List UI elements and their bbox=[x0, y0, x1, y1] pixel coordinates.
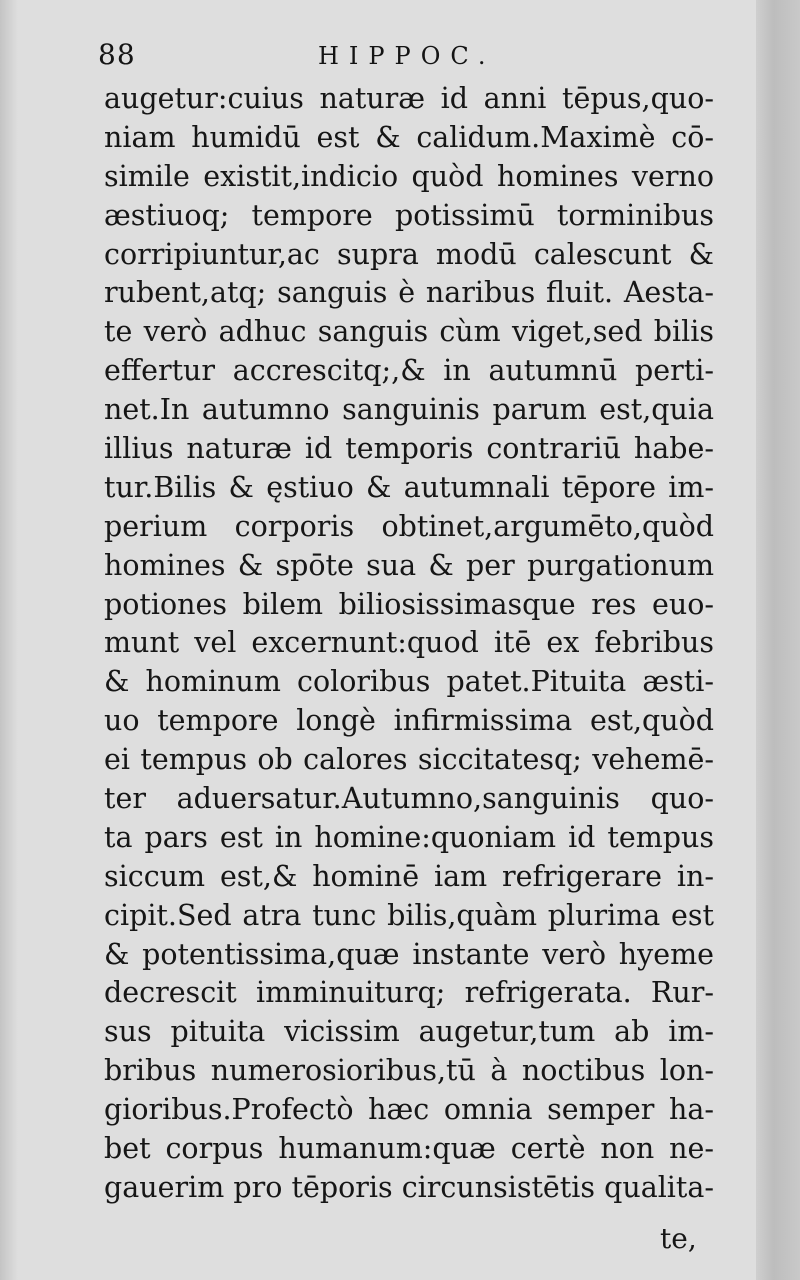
text-line: sus pituita vicissim augetur,tum ab im- bbox=[104, 1015, 714, 1049]
page-header bbox=[98, 36, 698, 76]
text-line: augetur:cuius naturæ id anni tēpus,quo- bbox=[104, 82, 714, 115]
body-text bbox=[104, 80, 714, 1208]
text-line: & hominum coloribus patet.Pituita æsti- bbox=[104, 665, 714, 699]
text-line: simile existit,indicio quòd homines verno bbox=[104, 159, 714, 193]
text-line: munt vel excernunt:quod itē ex febribus bbox=[104, 626, 714, 660]
page-number: 88 bbox=[98, 38, 136, 71]
text-line: æstiuoq; tempore potissimū torminibus bbox=[104, 198, 714, 232]
text-line: effertur accrescitq;,& in autumnū perti- bbox=[104, 354, 714, 388]
text-line: gioribus.Profectò hæc omnia semper ha- bbox=[104, 1093, 714, 1127]
text-line: ei tempus ob calores siccitatesq; vehemē- bbox=[104, 743, 714, 777]
text-line: decrescit imminuiturq; refrigerata. Rur- bbox=[104, 976, 714, 1010]
text-line: cipit.Sed atra tunc bilis,quàm plurima est bbox=[104, 898, 714, 932]
text-line: potiones bilem biliosissimasque res euo- bbox=[104, 587, 714, 621]
text-line: bribus numerosioribus,tū à noctibus lon- bbox=[104, 1054, 714, 1088]
running-head: HIPPOC. bbox=[318, 42, 496, 70]
text-line: te verò adhuc sanguis cùm viget,sed bilis bbox=[104, 315, 714, 349]
text-line: & potentissima,quæ instante verò hyeme bbox=[104, 937, 714, 971]
text-line: bet corpus humanum:quæ certè non ne- bbox=[104, 1132, 714, 1166]
gutter-shadow bbox=[0, 0, 18, 1280]
text-line: uo tempore longè infirmissima est,quòd bbox=[104, 704, 714, 738]
text-line: homines & spōte sua & per purgationum bbox=[104, 548, 714, 582]
text-line: rubent,atq; sanguis è naribus fluit. Aesta- bbox=[104, 276, 714, 310]
text-line: gauerim pro tēporis circunsistētis qualita- bbox=[104, 1170, 714, 1204]
text-line: siccum est,& hominē iam refrigerare in- bbox=[104, 859, 714, 893]
text-line: ta pars est in homine:quoniam id tempus bbox=[104, 820, 714, 854]
facing-page-edge bbox=[756, 0, 800, 1280]
catchword: te, bbox=[660, 1222, 697, 1255]
text-line: net.In autumno sanguinis parum est,quia bbox=[104, 393, 714, 427]
text-line: tur.Bilis & ęstiuo & autumnali tēpore im- bbox=[104, 470, 714, 504]
text-line: perium corporis obtinet,argumēto,quòd bbox=[104, 509, 714, 543]
text-line: corripiuntur,ac supra modū calescunt & bbox=[104, 237, 714, 271]
text-line: illius naturæ id temporis contrariū habe- bbox=[104, 432, 714, 466]
text-line: ter aduersatur.Autumno,sanguinis quo- bbox=[104, 782, 714, 816]
text-line: niam humidū est & calidum.Maximè cō- bbox=[104, 120, 714, 154]
